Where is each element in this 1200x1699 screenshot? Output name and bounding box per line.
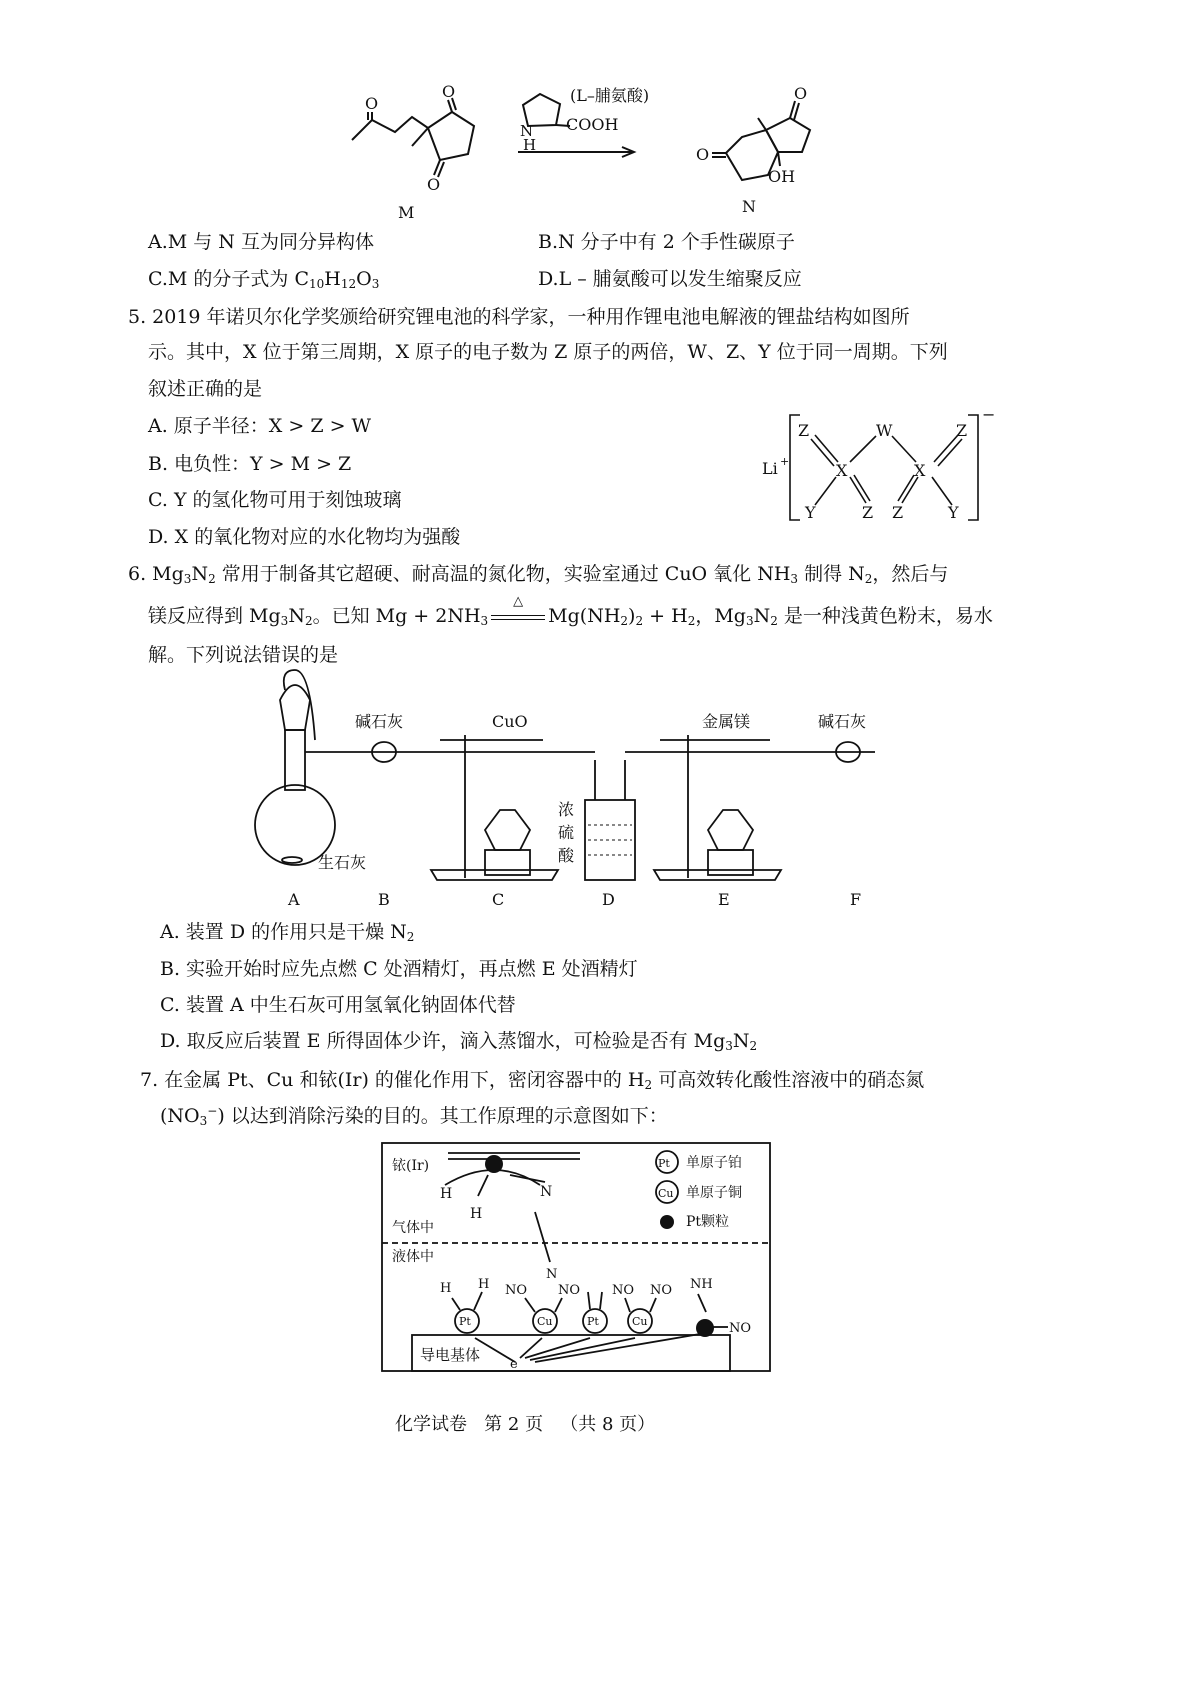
- label-nh4: NH: [690, 1277, 713, 1292]
- q5-option-a: A. 原子半径：X > Z > W: [148, 415, 372, 437]
- label-iridium: 铱(Ir): [392, 1158, 430, 1174]
- label-m: M: [398, 203, 415, 222]
- atom-z-3: Z: [862, 503, 874, 522]
- q4-option-a: A.M 与 N 互为同分异构体: [148, 231, 374, 253]
- atom-cu-2: Cu: [632, 1315, 648, 1328]
- atom-y-2: Y: [948, 503, 959, 522]
- label-e: E: [718, 890, 730, 909]
- q4-option-b: B.N 分子中有 2 个手性碳原子: [538, 231, 795, 253]
- footer-subject: 化学试卷: [395, 1414, 467, 1435]
- atom-y-1: Y: [805, 503, 816, 522]
- atom-z-1: Z: [798, 421, 810, 440]
- legend-cu-text: 单原子铜: [686, 1185, 742, 1201]
- label-h2on2: H: [470, 1206, 483, 1222]
- label-soda-lime-f: 碱石灰: [818, 712, 867, 731]
- q4-option-c: C.M 的分子式为 $C_{10}H_{12}O_3$: [148, 268, 380, 291]
- label-metal-mg: 金属镁: [702, 712, 751, 731]
- label-liquid-phase: 液体中: [392, 1249, 434, 1265]
- atom-x-2: X: [914, 461, 926, 480]
- q6-stem-line3: 解。下列说法错误的是: [148, 644, 339, 666]
- label-d: D: [602, 890, 615, 909]
- label-electron: e: [510, 1357, 518, 1372]
- footer-page: 第 2 页: [484, 1414, 544, 1435]
- q6-option-c: C. 装置 A 中生石灰可用氢氧化钠固体代替: [160, 994, 516, 1016]
- q7-stem-line2: $(NO_3^-)$ 以达到消除污染的目的。其工作原理的示意图如下：: [160, 1104, 668, 1128]
- q6-option-d: D. 取反应后装置 E 所得固体少许，滴入蒸馏水，可检验是否有 $Mg_3N_2$: [160, 1030, 758, 1053]
- label-conc-acid-2: 硫: [558, 823, 575, 842]
- atom-pt-1: Pt: [459, 1315, 471, 1328]
- m-carbonyl-o-1: O: [365, 94, 379, 113]
- reaction-scheme-m-to-n: [0, 0, 1200, 230]
- atom-z-4: Z: [892, 503, 904, 522]
- label-b: B: [378, 890, 390, 909]
- q5-stem-line1: 5. 2019 年诺贝尔化学奖颁给研究锂电池的科学家，一种用作锂电池电解液的锂盐结构如图所: [128, 306, 910, 328]
- label-a: A: [288, 890, 300, 909]
- label-n2o-liquid: N: [546, 1267, 558, 1282]
- label-n: N: [742, 197, 756, 216]
- label-n2o-gas: N: [540, 1184, 553, 1200]
- q6-stem-line1: 6. $Mg_3N_2$ 常用于制备其它超硬、耐高温的氮化物，实验室通过 CuO 氧化 $NH_3$ 制得 $N_2$，然后与: [128, 563, 949, 586]
- atom-x-1: X: [836, 461, 848, 480]
- legend-pt-text: 单原子铂: [686, 1155, 742, 1171]
- label-no-2: NO: [612, 1283, 635, 1298]
- q6-option-a: A. 装置 D 的作用只是干燥 $N_2$: [160, 921, 415, 944]
- label-soda-lime-b: 碱石灰: [355, 712, 404, 731]
- q6-option-b: B. 实验开始时应先点燃 C 处酒精灯，再点燃 E 处酒精灯: [160, 958, 638, 980]
- label-cuo: CuO: [492, 712, 528, 731]
- proline-cooh: COOH: [566, 115, 619, 134]
- atom-z-2: Z: [956, 421, 968, 440]
- proline-n: N: [520, 122, 534, 140]
- label-no3-1: NO: [505, 1283, 528, 1298]
- atom-pt-2: Pt: [587, 1315, 599, 1328]
- delta-symbol: △: [513, 594, 524, 609]
- m-carbonyl-o-3: O: [427, 175, 441, 194]
- li-symbol: Li: [762, 459, 778, 478]
- label-no3-2: NO: [650, 1283, 673, 1298]
- label-gas-h2: H: [440, 1186, 453, 1202]
- label-conc-acid-3: 酸: [558, 846, 575, 865]
- legend-pt-symbol: Pt: [658, 1157, 670, 1170]
- legend-pt-particle-text: Pt颗粒: [686, 1214, 730, 1230]
- m-carbonyl-o-2: O: [442, 82, 456, 101]
- atom-cu-1: Cu: [537, 1315, 553, 1328]
- label-c: C: [492, 890, 505, 909]
- atom-w: W: [876, 421, 893, 440]
- label-hplus: H: [478, 1277, 490, 1292]
- li-charge: +: [780, 455, 790, 468]
- label-quicklime: 生石灰: [318, 853, 367, 872]
- q5-stem-line2: 示。其中，X 位于第三周期，X 原子的电子数为 Z 原子的两倍，W、Z、Y 位于同一周期。下列: [148, 341, 948, 363]
- proline-h: H: [523, 136, 537, 154]
- label-f: F: [850, 890, 862, 909]
- q5-option-d: D. X 的氧化物对应的水化物均为强酸: [148, 526, 461, 548]
- label-substrate: 导电基体: [420, 1346, 481, 1364]
- n-carbonyl-o-1: O: [794, 84, 808, 103]
- label-gas-phase: 气体中: [392, 1220, 434, 1236]
- footer: [395, 1413, 655, 1437]
- anion-charge: −: [982, 405, 996, 424]
- q5-option-b: B. 电负性：Y > M > Z: [148, 453, 352, 475]
- q5-option-c: C. Y 的氢化物可用于刻蚀玻璃: [148, 489, 402, 511]
- n-carbonyl-o-2: O: [696, 145, 710, 164]
- legend-cu-symbol: Cu: [658, 1187, 674, 1200]
- catalyst-label: (L–脯氨酸): [570, 86, 650, 105]
- q7-stem-line1: 7. 在金属 Pt、Cu 和铱(Ir) 的催化作用下，密闭容器中的 $H_2$ 可高效转化酸性溶液中的硝态氮: [140, 1069, 925, 1092]
- label-conc-acid-1: 浓: [558, 800, 575, 819]
- label-no-1: NO: [558, 1283, 581, 1298]
- n-oh: OH: [768, 167, 796, 186]
- q5-stem-line3: 叙述正确的是: [148, 378, 263, 400]
- label-no3-3: NO: [729, 1321, 752, 1336]
- label-liquid-h2: H: [440, 1281, 452, 1296]
- footer-total: （共 8 页）: [560, 1414, 656, 1435]
- q4-option-d: D.L – 脯氨酸可以发生缩聚反应: [538, 268, 802, 290]
- q6-stem-line2: 镁反应得到 $Mg_3N_2$。已知 $Mg + 2NH_3$ △ $Mg(NH_2)_2 + H_2$，$Mg_3N_2$ 是一种浅黄色粉末，易水: [148, 604, 993, 628]
